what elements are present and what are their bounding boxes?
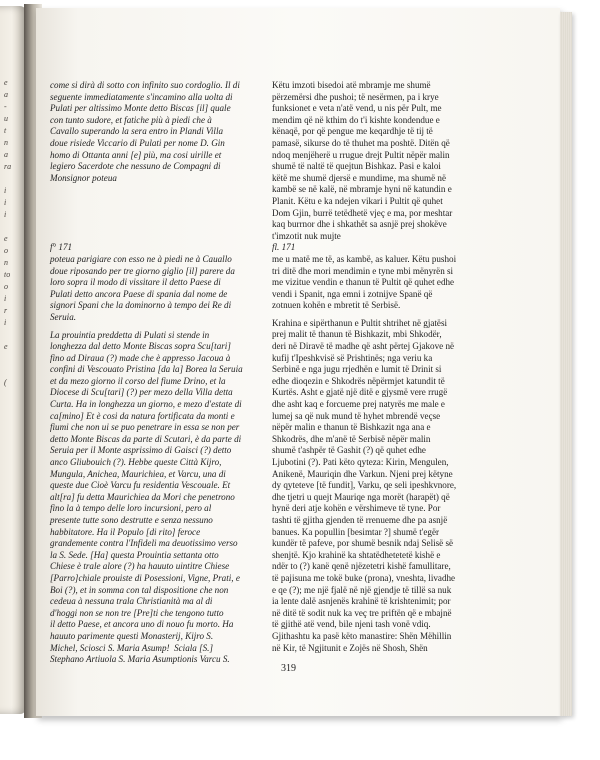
text-line: ndër to (?) kanë qenë njëzetetri kishë famullitare,: [272, 561, 451, 572]
text-line: shumë t'ashpër të Gashit (?) që quhet edhe: [272, 445, 426, 456]
text-line: alt[ra] fu detta Maurichiea da Mori che penetrono: [50, 491, 235, 502]
text-line: tashti të gjitha gjenden të rrenueme dhe pa asnjë: [272, 514, 448, 525]
text-line: ia lente dalë asnjenës krahinë të krishtenimit; por: [272, 596, 451, 607]
text-line: detto Monte Biscas da parte di Scutari, è da parte di: [50, 433, 242, 444]
text-line: Cavallo superando la sera entro in Plandi Villa: [50, 126, 224, 137]
text-line: fino ad Diraua (?) made che è appresso Jacoua à: [50, 352, 231, 363]
text-line: kaq burrnor dhe i shkathët sa asnjë prej shokëve: [272, 219, 447, 230]
text-line: kënaqë, por që pengue me keqardhje të tij të: [272, 126, 433, 137]
text-line: la S. Sede. [Ha] questa Prouintia settanta otto: [50, 549, 219, 560]
text-line: grandemente contra l'Infideli ma deuotissimo verso: [50, 538, 238, 549]
text-line: signori Spani che la dominorno à tempo dei Re di: [50, 300, 232, 311]
text-line: Mungula, Anichea, Maurichiea, et Varcu, una di: [50, 468, 226, 479]
left-page-fragment: n: [4, 258, 8, 267]
italian-block-2: [50, 254, 265, 324]
left-page-fragment: i: [4, 210, 7, 219]
albanian-text-column: [272, 80, 484, 654]
text-line: prej malit të thanun të Bishkazit, mbi Shkodër,: [272, 329, 442, 340]
text-line: [Parro]chiale prouiste di Posessioni, Vigne, Prati, e: [50, 572, 240, 583]
italian-block-3: [50, 330, 265, 666]
text-line: Monsignor poteua: [50, 172, 117, 183]
left-page-fragment: -: [4, 102, 7, 111]
left-page-fragment: a: [4, 90, 8, 99]
text-line: në ditë të sodit nuk ka veç tre priftën që e mbajnë: [272, 607, 452, 618]
text-line: përzemërsi dhe pushoi; të nesërmen, pa i krye: [272, 91, 439, 102]
text-line: pamasë, sikurse do të thuhet ma poshtë. Ditën që: [272, 137, 450, 148]
text-line: kundër të pafeve, por shumë besnik ndaj Selisë së: [272, 538, 454, 549]
text-line: anco Gliubouich (?). Hebbe queste Città Kijro,: [50, 457, 222, 468]
text-line: këtë me shumë djersë e mundime, ma shumë në: [272, 172, 446, 183]
text-line: legiero Sacerdote che nessuno de Compagni di: [50, 161, 221, 172]
folio-mark-right: fl. 171: [272, 242, 296, 253]
text-line: Seruia.: [50, 311, 77, 322]
text-line: doue risiede Viccario di Pulati per nome D. Gin: [50, 137, 225, 148]
text-line: queste due Cioè Varcu fu residentia Vescouale. Et: [50, 480, 231, 491]
text-line: zotnuen kohën e mbretit të Serbisë.: [272, 300, 401, 311]
text-line: funksionet e veta n'atë vend, u nis për Pult, me: [272, 103, 442, 114]
text-line: ca[mino] Et è cosi da natura fortificata da monti e: [50, 410, 235, 421]
text-line: kambë se në kalë, në mbramje hyni në katundin e: [272, 184, 452, 195]
italian-block-1: [50, 80, 265, 184]
text-line: con tunto sudore, et fatiche più à piedi che à: [50, 114, 212, 125]
text-line: Gjithashtu ka pasë këto manastire: Shën Mëhillin: [272, 630, 452, 641]
text-line: dy qyteteve [të fundit], Varku, qe seli ipeshkvnore,: [272, 480, 457, 491]
text-line: me vizitue vendin e thanun të Pultit që quhet edhe: [272, 277, 455, 288]
text-line: të pajisuna me tokë buke (prona), vneshta, livadhe: [272, 572, 456, 583]
text-line: Shkodrës, dhe m'anë të Serbisë nëpër malin: [272, 433, 431, 444]
left-page-fragment: o: [4, 282, 8, 291]
text-line: lumej sa që nuk mund të hyhet mbrendë veçse: [272, 410, 441, 421]
albanian-block-2: [272, 254, 484, 312]
left-page-fragment: e: [4, 78, 8, 87]
text-line: tri ditë dhe mori mendimin e tyne mbi mënyrën si: [272, 265, 454, 276]
text-line: shenjtë. Kjo krahinë ka shtatëdhetetetë kishë e: [272, 549, 441, 560]
text-line: Michel, Sciosci S. Maria Asump! Sciala [S.]: [50, 642, 213, 653]
left-page-edge: [0, 6, 26, 714]
text-line: e qe (?); me një fjalë në një gjendje të tillë sa nuk: [272, 584, 452, 595]
text-line: me u matë me të, as kambë, as kaluer. Këtu pushoi: [272, 253, 457, 264]
text-line: confini di Vescouato Pristina [da la] Borea la Seruia: [50, 364, 243, 375]
text-line: mendim që në kthim do t'i kishte kondendue e: [272, 114, 440, 125]
text-line: edhe dioqezin e Shkodrës nëpërmjet katundit të: [272, 375, 445, 386]
text-line: longhezza dal detto Monte Biscas sopra Scu[tari]: [50, 341, 231, 352]
text-line: kufij t'Ipeshkvisë së Prishtinës; nga veriu ka: [272, 352, 433, 363]
left-page-fragment: i: [4, 318, 7, 327]
page-stack-edge: [560, 12, 572, 716]
albanian-block-3: [272, 318, 484, 654]
left-page-fragment: o: [4, 246, 8, 255]
text-line: et da mezo giorno il corso del fiume Drino, et la: [50, 375, 226, 386]
left-page-fragment: t: [4, 126, 7, 135]
text-line: Boi (?), et in somma con tal dispositione che non: [50, 584, 229, 595]
text-line: nëpër malin e thanun të Bishkazit nga ana e: [272, 422, 431, 433]
text-line: Kurtës. Asht e gjatë një ditë e gjysmë vere rrugë: [272, 387, 448, 398]
text-line: seguente immediatamente s'incamino alla uolta di: [50, 91, 233, 102]
folio-mark-left: f° 171: [50, 242, 73, 253]
page-number: 319: [281, 663, 296, 674]
text-line: dhe asht kaq e forcueme prej natyrës me male e: [272, 399, 445, 410]
text-line: banues. Ka popullin [besimtar ?] shumë t'egër: [272, 526, 440, 537]
albanian-block-1: [272, 80, 484, 242]
left-page-fragment: e: [4, 234, 8, 243]
text-line: Diocese di Scu[tari] (?) per mezo della Villa detta: [50, 387, 233, 398]
left-page-fragment: e: [4, 342, 8, 351]
left-page-fragment: (: [4, 378, 7, 387]
text-line: cedeua à nessuna trala Christianità ma al di: [50, 596, 213, 607]
text-line: Këtu imzoti bisedoi atë mbramje me shumë: [272, 80, 431, 90]
text-line: il detto Paese, et ancora uno di nouo fu morto. Ha: [50, 619, 234, 630]
text-line: d'hoggi non se non tre [Pre]ti che tengono tutto: [50, 607, 224, 618]
text-line: come si dirà di sotto con infinito suo cordoglio. Il di: [50, 80, 240, 90]
text-line: loro sopra il modo di vissitare il detto Paese di: [50, 277, 221, 288]
text-line: poteua parigiare con esso ne à piedi ne à Cauallo: [50, 253, 232, 264]
text-line: Stephano Artiuola S. Maria Asumptionis Varcu S.: [50, 654, 230, 665]
text-line: Curta. Ha in longhezza un giorno, e mezo d'estate di: [50, 399, 242, 410]
text-line: shumë të naltë të quejtun Bishkaz. Pasi e kaloi: [272, 161, 441, 172]
text-line: presente tutte sono destrutte e senza nessuno: [50, 515, 213, 525]
text-line: Chiese è trale alore (?) ha hauuto uintitre Chiese: [50, 561, 230, 572]
left-page-fragment: i: [4, 294, 7, 303]
text-line: ndoq menjëherë u rrugue drejt Pultit nëpër malin: [272, 149, 450, 160]
text-line: vendi i Spanit, nga emni i zotnijve Spanë që: [272, 288, 433, 299]
italian-text-column: [50, 80, 265, 666]
text-line: Ljubotini (?). Pati këto qyteza: Kirin, Mengulen,: [272, 457, 449, 467]
left-page-fragment: i: [4, 186, 7, 195]
left-page-fragment: i: [4, 198, 7, 207]
text-line: Pulati detto ancora Paese di spania dal nome de: [50, 288, 228, 299]
text-line: hynë deri atje kohën e vërshimeve të tyne. Por: [272, 503, 441, 514]
text-line: fino la à tempo delle loro incursioni, pero al: [50, 503, 212, 514]
text-line: Seruia per il Monte asprissimo di Gaisci (?) detto: [50, 445, 232, 456]
text-line: të gjithë atë vend, bile njeni tash vonë vdiq.: [272, 619, 431, 630]
text-line: La prouintia preddetta di Pulati si stende in: [50, 329, 210, 340]
text-line: Serbinë e nga jugu rrjedhën e lumit të Drinit si: [272, 364, 442, 375]
text-line: fiumi che non ui se puo penetrare in essa se non per: [50, 422, 240, 433]
text-line: t'imzotit nuk mujte: [272, 230, 341, 241]
text-line: Dom Gjin, burrë tetëdhetë vjeç e ma, por meshtar: [272, 207, 453, 218]
left-page-fragment: u: [4, 114, 8, 123]
text-line: doue riposando per tre giorno giglio [il] parere da: [50, 265, 235, 276]
left-page-fragment: to: [4, 270, 11, 279]
text-line: deri në Diravë të madhe që asht përtej Gjakove në: [272, 341, 455, 352]
text-line: hauuto parimente questi Monasterij, Kijro S.: [50, 630, 214, 641]
text-line: Krahina e sipërthanun e Pultit shtrihet në gjatësi: [272, 317, 448, 328]
text-line: Planit. Këtu e ka ndejen vikari i Pultit që quhet: [272, 195, 443, 206]
left-page-fragment: n: [4, 138, 8, 147]
text-line: Anikenë, Mauriqin dhe Varkun. Njeni prej këtyne: [272, 468, 453, 479]
text-line: homo di Ottanta anni [e] più, ma cosi uirille et: [50, 149, 222, 160]
left-page-fragment: ra: [4, 162, 12, 171]
text-line: Pulati per altissimo Monte detto Biscas [il] quale: [50, 103, 231, 114]
text-line: dhe tjetri u quejt Mauriqe nga morët (harapët) që: [272, 491, 450, 502]
left-page-fragment: r: [4, 306, 8, 315]
text-line: habbitatore. Ha il Populo [di rito] feroce: [50, 526, 201, 537]
text-line: në Kir, të Ngjitunit e Zojës në Shosh, Shën: [272, 642, 428, 653]
left-page-fragment: a: [4, 150, 8, 159]
